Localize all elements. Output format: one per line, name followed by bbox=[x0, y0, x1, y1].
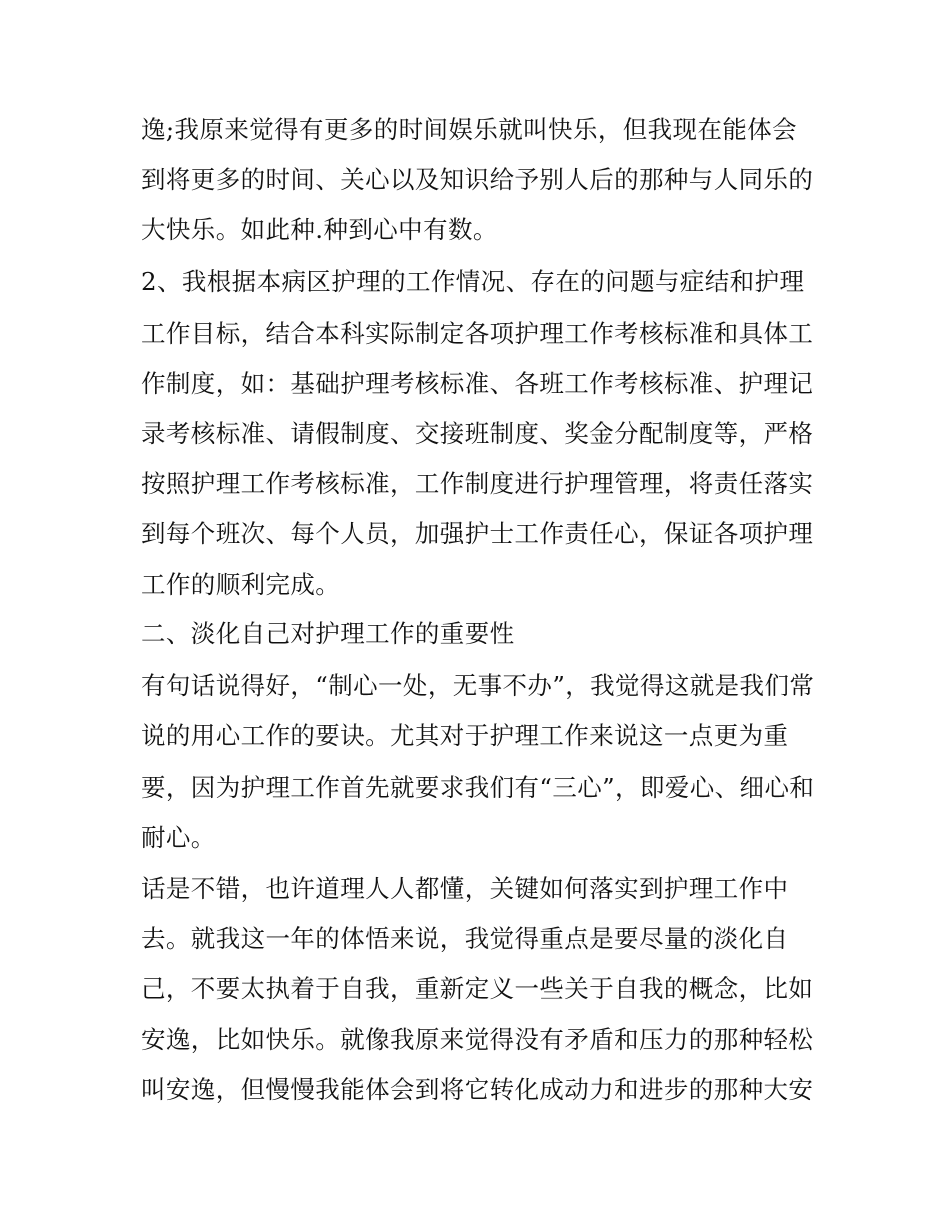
text-line: 叫安逸，但慢慢我能体会到将它转化成动力和进步的那种大安 bbox=[141, 1075, 814, 1104]
section-heading: 二、淡化自己对护理工作的重要性 bbox=[141, 619, 515, 648]
text-line: 去。就我这一年的体悟来说，我觉得重点是要尽量的淡化自 bbox=[141, 924, 789, 953]
text-line: 说的用心工作的要诀。尤其对于护理工作来说这一点更为重 bbox=[141, 721, 789, 750]
text-line: 工作的顺利完成。 bbox=[141, 570, 341, 599]
text-line: 大快乐。如此种.种到心中有数。 bbox=[141, 215, 498, 244]
text-line: 到每个班次、每个人员，加强护士工作责任心，保证各项护理 bbox=[141, 519, 814, 548]
text-line: 到将更多的时间、关心以及知识给予别人后的那种与人同乐的 bbox=[141, 165, 814, 194]
text-line: 有句话说得好，“制心一处，无事不办”，我觉得这就是我们常 bbox=[141, 671, 815, 700]
text-line: 逸;我原来觉得有更多的时间娱乐就叫快乐，但我现在能体会 bbox=[141, 115, 798, 144]
text-line: 安逸，比如快乐。就像我原来觉得没有矛盾和压力的那种轻松 bbox=[141, 1025, 814, 1054]
text-line: 录考核标准、请假制度、交接班制度、奖金分配制度等，严格 bbox=[141, 419, 814, 448]
text-line: 要，因为护理工作首先就要求我们有“三心”，即爱心、细心和 bbox=[141, 773, 815, 802]
text-line: 工作目标，结合本科实际制定各项护理工作考核标准和具体工 bbox=[141, 319, 814, 348]
text-line: 己，不要太执着于自我，重新定义一些关于自我的概念，比如 bbox=[141, 974, 814, 1003]
text-line: 耐心。 bbox=[141, 823, 216, 852]
text-line: 作制度，如：基础护理考核标准、各班工作考核标准、护理记 bbox=[141, 369, 814, 398]
text-line: 话是不错，也许道理人人都懂，关键如何落实到护理工作中 bbox=[141, 874, 789, 903]
text-line: 2、我根据本病区护理的工作情况、存在的问题与症结和护理 bbox=[141, 267, 805, 296]
text-line: 按照护理工作考核标准，工作制度进行护理管理，将责任落实 bbox=[141, 469, 814, 498]
